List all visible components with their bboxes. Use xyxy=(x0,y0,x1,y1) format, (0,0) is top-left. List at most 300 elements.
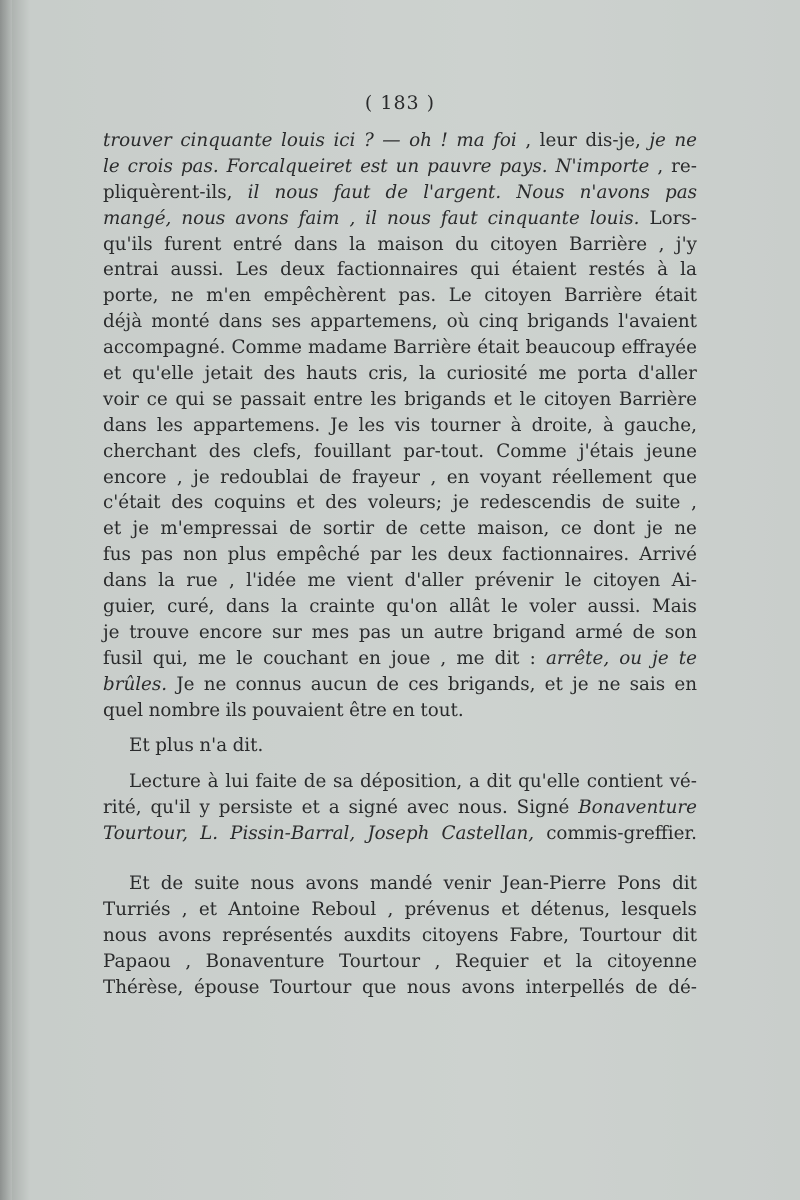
word: mes xyxy=(311,621,350,643)
word: accompagné. xyxy=(103,337,226,359)
word: , xyxy=(525,130,532,151)
word: voyant xyxy=(479,466,542,488)
word: qui, xyxy=(152,647,188,669)
word: il xyxy=(365,207,377,229)
word: détenus, xyxy=(530,898,611,920)
word: contient xyxy=(586,771,663,793)
word: non xyxy=(183,544,218,566)
word: m'empressai xyxy=(160,518,278,540)
word: , xyxy=(387,898,394,920)
word: ils xyxy=(225,699,247,721)
word: jeune xyxy=(646,440,697,462)
word: à xyxy=(602,414,614,436)
word: dit. xyxy=(232,735,264,757)
word: dit xyxy=(672,924,697,946)
word: le xyxy=(519,388,537,410)
word: le xyxy=(501,596,518,618)
word: redoublai xyxy=(220,466,309,488)
text-line xyxy=(103,769,697,795)
paragraph-p3 xyxy=(103,769,697,847)
text-line xyxy=(103,413,697,439)
word: dans xyxy=(218,311,263,333)
word: furent xyxy=(164,233,222,255)
paragraph-p2 xyxy=(103,733,697,759)
word: déjà xyxy=(103,311,143,333)
word: que xyxy=(662,466,697,488)
word: des xyxy=(263,363,296,385)
word: pas. xyxy=(398,285,437,307)
text-line xyxy=(103,821,697,847)
word: me xyxy=(456,647,485,669)
word: allât xyxy=(449,596,490,618)
word: maison xyxy=(377,233,444,255)
word: mandé xyxy=(369,873,433,895)
word: je xyxy=(103,621,120,643)
text-line xyxy=(103,897,697,923)
word: de xyxy=(632,621,656,643)
word: Comme xyxy=(496,440,567,462)
word: Pons xyxy=(617,873,662,895)
word: n'a xyxy=(199,735,228,757)
word: Tourtour, xyxy=(103,823,188,845)
text-line xyxy=(103,490,697,516)
page-body-text xyxy=(103,128,697,1001)
word: était xyxy=(654,285,697,307)
word: brigands xyxy=(527,311,610,333)
word: voler xyxy=(529,596,577,618)
text-line xyxy=(103,949,697,975)
text-line xyxy=(103,361,697,387)
word: Et xyxy=(129,735,150,757)
word: ne xyxy=(597,673,621,695)
word: restés xyxy=(588,259,646,281)
word: deux xyxy=(280,259,325,281)
word: , xyxy=(181,898,188,920)
word: je xyxy=(452,492,470,514)
word: les xyxy=(370,388,397,410)
word: citoyen xyxy=(592,570,661,592)
paragraph-p4 xyxy=(103,871,697,1000)
text-line xyxy=(103,387,697,413)
word: la xyxy=(281,596,298,618)
word: a xyxy=(468,771,480,793)
word: curé, xyxy=(167,596,215,618)
word: faim xyxy=(298,207,340,229)
word: trouve xyxy=(129,621,190,643)
word: me xyxy=(198,647,227,669)
word: je xyxy=(132,518,150,540)
word: mangé, xyxy=(103,207,172,229)
word: nous xyxy=(406,976,451,998)
word: Forcalqueiret xyxy=(226,155,353,177)
word: un xyxy=(395,155,420,177)
word: que xyxy=(361,976,397,998)
word: armé xyxy=(575,621,623,643)
word: louis xyxy=(281,130,325,151)
text-line xyxy=(103,594,697,620)
word: cette xyxy=(419,518,466,540)
word: crainte xyxy=(309,596,375,618)
word: Joseph xyxy=(367,823,430,845)
word: Bonaventure xyxy=(205,950,325,972)
word: ici xyxy=(333,130,356,151)
word: en xyxy=(392,699,415,721)
word: cinquante xyxy=(180,130,273,151)
word: par xyxy=(369,544,402,566)
word: et xyxy=(544,673,563,695)
word: dans xyxy=(103,570,147,592)
word: Turriés xyxy=(103,898,171,920)
word: sa xyxy=(333,771,354,793)
word: porta xyxy=(577,363,628,385)
word: et xyxy=(198,898,218,920)
word: sur xyxy=(271,621,302,643)
word: qui xyxy=(470,259,500,281)
word: citoyen xyxy=(490,233,558,255)
word: , xyxy=(185,950,192,972)
word: Thérèse, xyxy=(103,976,184,998)
word: nous xyxy=(386,207,431,229)
word: nombre xyxy=(148,699,221,721)
word: clefs, xyxy=(252,440,302,462)
text-line xyxy=(103,620,697,646)
word: son xyxy=(664,621,697,643)
word: encore xyxy=(198,621,263,643)
word: de xyxy=(289,518,312,540)
word: par-tout. xyxy=(403,440,485,462)
word: l'argent. xyxy=(423,181,502,203)
word: auxdits xyxy=(343,924,411,946)
word: — xyxy=(382,130,401,151)
word: de xyxy=(635,976,658,998)
word: ses xyxy=(271,311,302,333)
word: Arrivé xyxy=(639,544,697,566)
word: du xyxy=(455,233,479,255)
word: Barrière xyxy=(569,233,648,255)
word: et xyxy=(543,950,562,972)
word: de xyxy=(303,771,327,793)
word: ou xyxy=(619,647,643,669)
word: fouillant xyxy=(313,440,392,462)
word: foi xyxy=(493,130,517,151)
text-line xyxy=(103,672,697,698)
word: Castellan, xyxy=(441,823,535,845)
word: en xyxy=(358,647,381,669)
word: ne xyxy=(674,130,697,151)
word: jetait xyxy=(204,363,253,385)
word: réellement xyxy=(551,466,653,488)
word: cinq xyxy=(478,311,519,333)
word: qu'elle xyxy=(132,363,194,385)
word: commis-greffier. xyxy=(546,823,697,845)
word: encore xyxy=(103,466,167,488)
word: venir xyxy=(443,873,491,895)
word: de xyxy=(318,466,342,488)
word: connus xyxy=(235,673,302,695)
word: pas. xyxy=(180,155,219,177)
word: la xyxy=(575,950,593,972)
text-line xyxy=(103,439,697,465)
word: je xyxy=(646,518,663,540)
word: j'étais xyxy=(578,440,634,462)
word: Barrière xyxy=(393,337,472,359)
word: avec xyxy=(406,797,450,819)
word: curiosité xyxy=(446,363,528,385)
word: redescendis xyxy=(479,492,592,514)
word: beaucoup xyxy=(525,337,616,359)
word: a xyxy=(328,797,340,819)
word: appartemens, xyxy=(310,311,438,333)
word: arrête, xyxy=(545,647,610,669)
text-line xyxy=(103,232,697,258)
word: déposition, xyxy=(359,771,463,793)
word: pouvaient xyxy=(252,699,344,721)
word: prévenir xyxy=(474,570,554,592)
word: voir xyxy=(103,388,139,410)
word: rue xyxy=(186,570,218,592)
word: faut xyxy=(333,181,371,203)
word: et xyxy=(103,363,122,385)
word: et xyxy=(501,898,520,920)
word: Signé xyxy=(516,797,570,819)
text-line xyxy=(103,975,697,1001)
text-line xyxy=(103,309,697,335)
word: L. xyxy=(200,823,219,845)
word: les xyxy=(358,414,385,436)
word: , xyxy=(658,233,665,255)
word: c'était xyxy=(103,492,161,514)
text-line xyxy=(103,795,697,821)
word: N'importe xyxy=(555,155,650,177)
word: Mais xyxy=(652,596,697,618)
word: Je xyxy=(330,414,349,436)
word: dit xyxy=(486,771,512,793)
word: quel xyxy=(103,699,144,721)
word: effrayée xyxy=(621,337,697,359)
word: pas xyxy=(140,544,173,566)
word: appartemens. xyxy=(192,414,321,436)
word: signé xyxy=(348,797,398,819)
word: à xyxy=(510,414,522,436)
word: ce xyxy=(146,388,168,410)
word: un xyxy=(400,621,425,643)
word: maison, xyxy=(477,518,550,540)
word: le xyxy=(564,570,582,592)
word: monté xyxy=(151,311,210,333)
word: cinquante xyxy=(487,207,580,229)
word: brûles. xyxy=(103,673,168,695)
text-line xyxy=(103,206,697,232)
word: et xyxy=(301,797,320,819)
word: des xyxy=(325,492,358,514)
word: nous. xyxy=(458,797,508,819)
text-line xyxy=(103,128,697,154)
word: l'avaient xyxy=(618,311,697,333)
word: fus xyxy=(103,544,131,566)
word: vient xyxy=(347,570,394,592)
word: plus xyxy=(227,544,267,566)
word: où xyxy=(446,311,470,333)
word: joue xyxy=(391,647,431,669)
word: pliquèrent-ils, xyxy=(103,181,233,203)
word: avons xyxy=(235,207,289,229)
word: ne xyxy=(170,285,194,307)
word: Barrière xyxy=(618,388,697,410)
word: avons xyxy=(305,873,359,895)
word: en xyxy=(674,673,697,695)
word: y xyxy=(199,797,210,819)
word: citoyens xyxy=(421,924,499,946)
word: le xyxy=(236,647,253,669)
word: suite xyxy=(635,492,681,514)
word: Lors- xyxy=(649,207,697,229)
word: être xyxy=(349,699,387,721)
word: trouver xyxy=(103,130,172,151)
text-line xyxy=(103,516,697,542)
word: lesquels xyxy=(621,898,697,920)
text-line xyxy=(103,154,697,180)
word: des xyxy=(208,440,241,462)
text-line xyxy=(103,335,697,361)
word: empêchèrent xyxy=(263,285,386,307)
word: empêché xyxy=(276,544,360,566)
word: se xyxy=(212,388,233,410)
word: dans xyxy=(103,414,147,436)
word: j'y xyxy=(675,233,697,255)
word: ne xyxy=(674,518,697,540)
word: avons xyxy=(157,924,212,946)
word: ! xyxy=(440,130,448,151)
word: , xyxy=(434,950,441,972)
word: prévenus xyxy=(404,898,490,920)
word: étaient xyxy=(511,259,577,281)
word: m'en xyxy=(206,285,252,307)
word: des xyxy=(171,492,204,514)
word: de xyxy=(160,873,184,895)
word: nous xyxy=(274,181,319,203)
word: le xyxy=(103,155,120,177)
word: voleurs; xyxy=(367,492,442,514)
word: Les xyxy=(235,259,269,281)
word: en xyxy=(446,466,470,488)
word: brigands, xyxy=(447,673,536,695)
word: est xyxy=(360,155,388,177)
word: , xyxy=(691,492,697,514)
word: nous xyxy=(103,924,147,946)
word: qu'on xyxy=(386,596,438,618)
word: je xyxy=(193,466,210,488)
word: faut xyxy=(440,207,478,229)
word: Tourtour xyxy=(270,976,352,998)
word: aussi. xyxy=(170,259,224,281)
word: entrai xyxy=(103,259,159,281)
word: et xyxy=(493,388,512,410)
word: crois xyxy=(127,155,173,177)
word: citoyen xyxy=(484,285,552,307)
text-line xyxy=(103,542,697,568)
word: , xyxy=(349,207,356,229)
word: , xyxy=(228,570,235,592)
word: qu'elle xyxy=(518,771,580,793)
word: sortir xyxy=(323,518,375,540)
word: oh xyxy=(409,130,432,151)
word: sais xyxy=(629,673,666,695)
word: leur xyxy=(539,130,577,151)
word: Antoine xyxy=(228,898,301,920)
word: représentés xyxy=(222,924,333,946)
word: avons xyxy=(461,976,515,998)
word: il xyxy=(247,181,260,203)
word: d'aller xyxy=(404,570,464,592)
word: louis. xyxy=(589,207,640,229)
word: brigand xyxy=(493,621,566,643)
word: n'avons xyxy=(579,181,650,203)
word: les xyxy=(156,414,183,436)
book-spine-shadow xyxy=(0,0,12,1200)
word: dis-je, xyxy=(585,130,641,151)
text-line xyxy=(103,646,697,672)
word: interpellés xyxy=(525,976,625,998)
text-line xyxy=(103,465,697,491)
word: était xyxy=(477,337,520,359)
word: d'aller xyxy=(637,363,697,385)
word: suite xyxy=(194,873,240,895)
word: citoyen xyxy=(543,388,612,410)
word: qui xyxy=(175,388,205,410)
word: tourner xyxy=(430,414,501,436)
word: aucun xyxy=(310,673,368,695)
word: et xyxy=(103,518,122,540)
word: Pissin-Barral, xyxy=(230,823,356,845)
word: Nous xyxy=(516,181,565,203)
word: te xyxy=(678,647,697,669)
word: pas xyxy=(358,621,391,643)
paragraph-p1 xyxy=(103,128,697,723)
text-line xyxy=(103,180,697,206)
word: dont xyxy=(593,518,636,540)
word: ces xyxy=(408,673,439,695)
word: cris, xyxy=(368,363,409,385)
word: dit xyxy=(494,647,520,669)
word: Comme xyxy=(231,337,302,359)
word: Bonaventure xyxy=(578,797,697,819)
word: nous xyxy=(250,873,295,895)
word: Papaou xyxy=(103,950,171,972)
text-line xyxy=(103,568,697,594)
word: les xyxy=(411,544,438,566)
word: madame xyxy=(308,337,388,359)
word: , xyxy=(657,155,664,177)
word: dans xyxy=(225,596,270,618)
word: : xyxy=(529,647,536,669)
word: persiste xyxy=(218,797,293,819)
text-line xyxy=(103,923,697,949)
word: factionnaires. xyxy=(502,544,630,566)
word: plus xyxy=(155,735,194,757)
word: dé- xyxy=(668,976,697,998)
text-line xyxy=(103,283,697,309)
page-number: ( 183 ) xyxy=(364,92,436,114)
word: Ai- xyxy=(671,570,697,592)
word: Jean-Pierre xyxy=(502,873,607,895)
word: nous xyxy=(181,207,226,229)
word: ma xyxy=(456,130,485,151)
word: Reboul xyxy=(311,898,377,920)
word: gauche, xyxy=(623,414,697,436)
word: la xyxy=(349,233,366,255)
word: ? xyxy=(363,130,374,151)
word: , xyxy=(176,466,183,488)
